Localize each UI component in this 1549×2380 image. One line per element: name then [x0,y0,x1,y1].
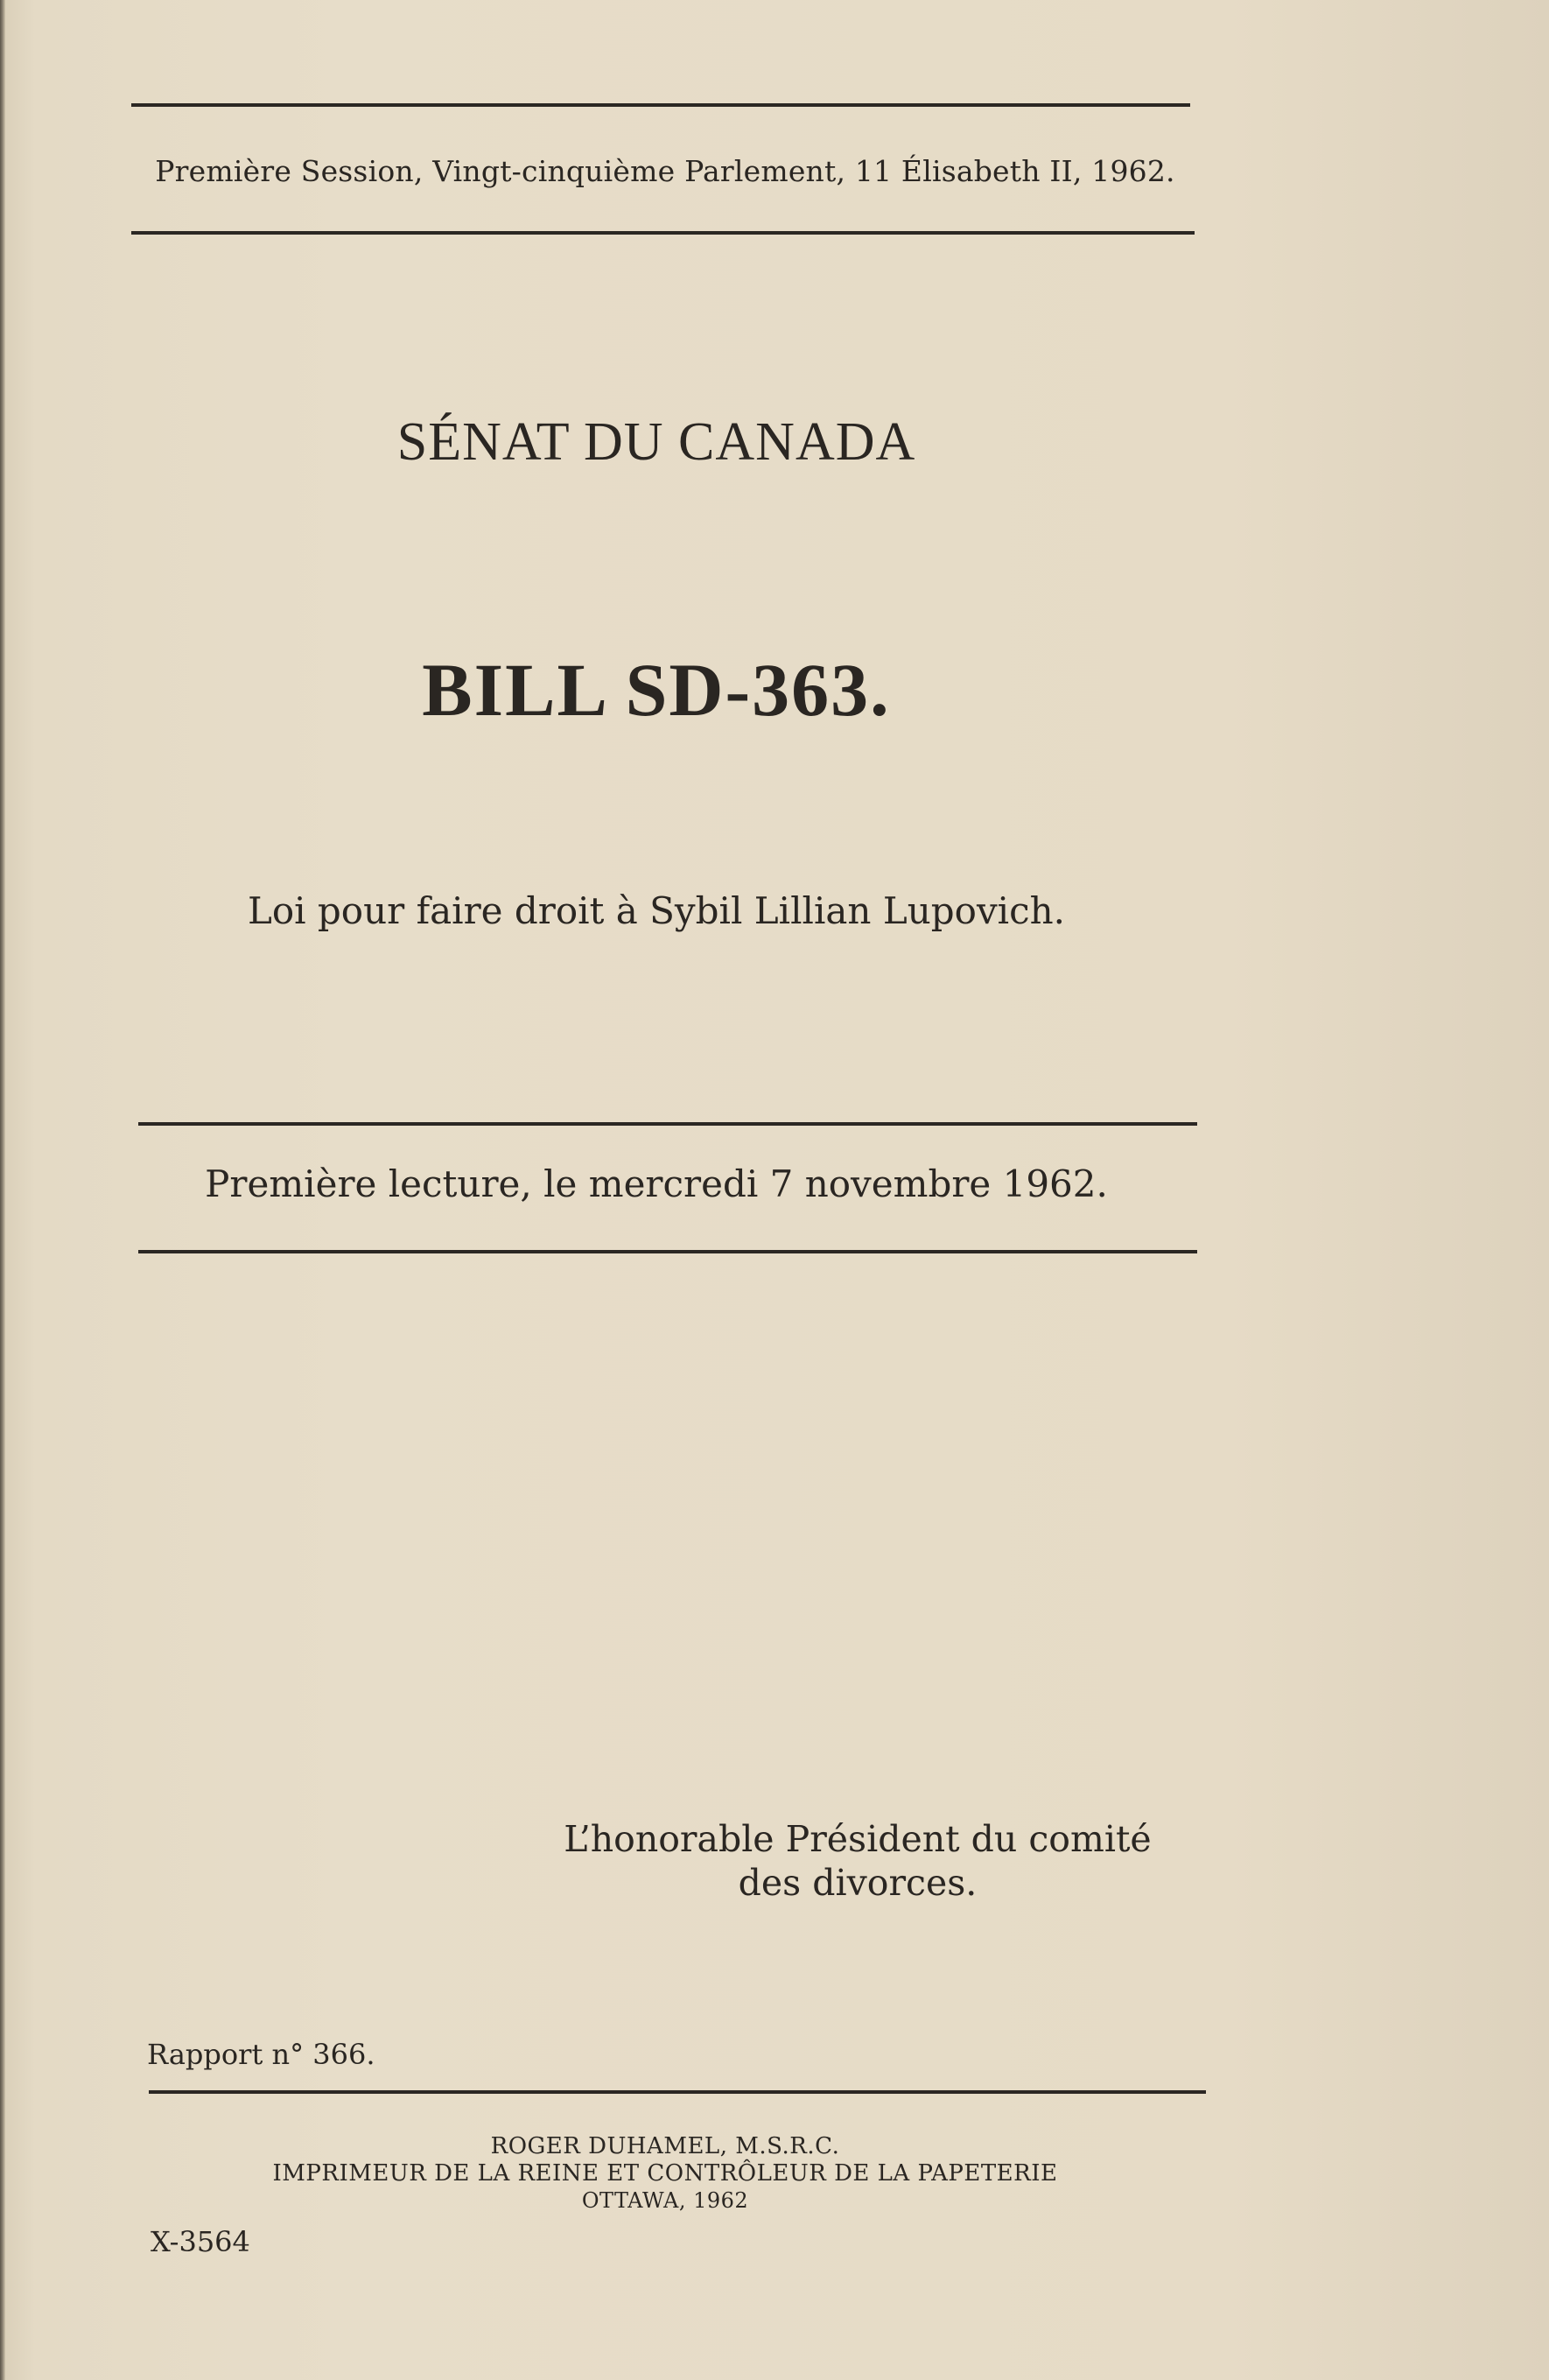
reading-bottom-rule [138,1250,1197,1253]
printer-title: IMPRIMEUR DE LA REINE ET CONTRÔLEUR DE LA PAPETERIE [272,2160,1058,2187]
bill-title: Loi pour faire droit à Sybil Lillian Lupovich. [247,889,1066,932]
top-rule [131,103,1190,107]
printer-name: ROGER DUHAMEL, M.S.R.C. [490,2133,840,2159]
footer-rule [149,2090,1206,2094]
page-spine-edge [0,0,5,2380]
sponsor-line-2: des divorces. [738,1862,978,1904]
sponsor-block [490,1817,1225,1905]
header-bottom-rule [131,231,1195,235]
senate-heading: SÉNAT DU CANADA [396,412,916,472]
document-code: X-3564 [151,2225,250,2258]
reading-top-rule [138,1122,1197,1126]
report-number: Rapport n° 366. [147,2038,375,2071]
bill-number: BILL SD-363. [422,648,891,732]
session-header: Première Session, Vingt-cinquième Parlement, 11 Élisabeth II, 1962. [155,154,1175,188]
sponsor-line-1: L’honorable Président du comité [564,1818,1152,1860]
printer-place: OTTAWA, 1962 [581,2188,749,2213]
first-reading-date: Première lecture, le mercredi 7 novembre 1962. [205,1162,1108,1205]
